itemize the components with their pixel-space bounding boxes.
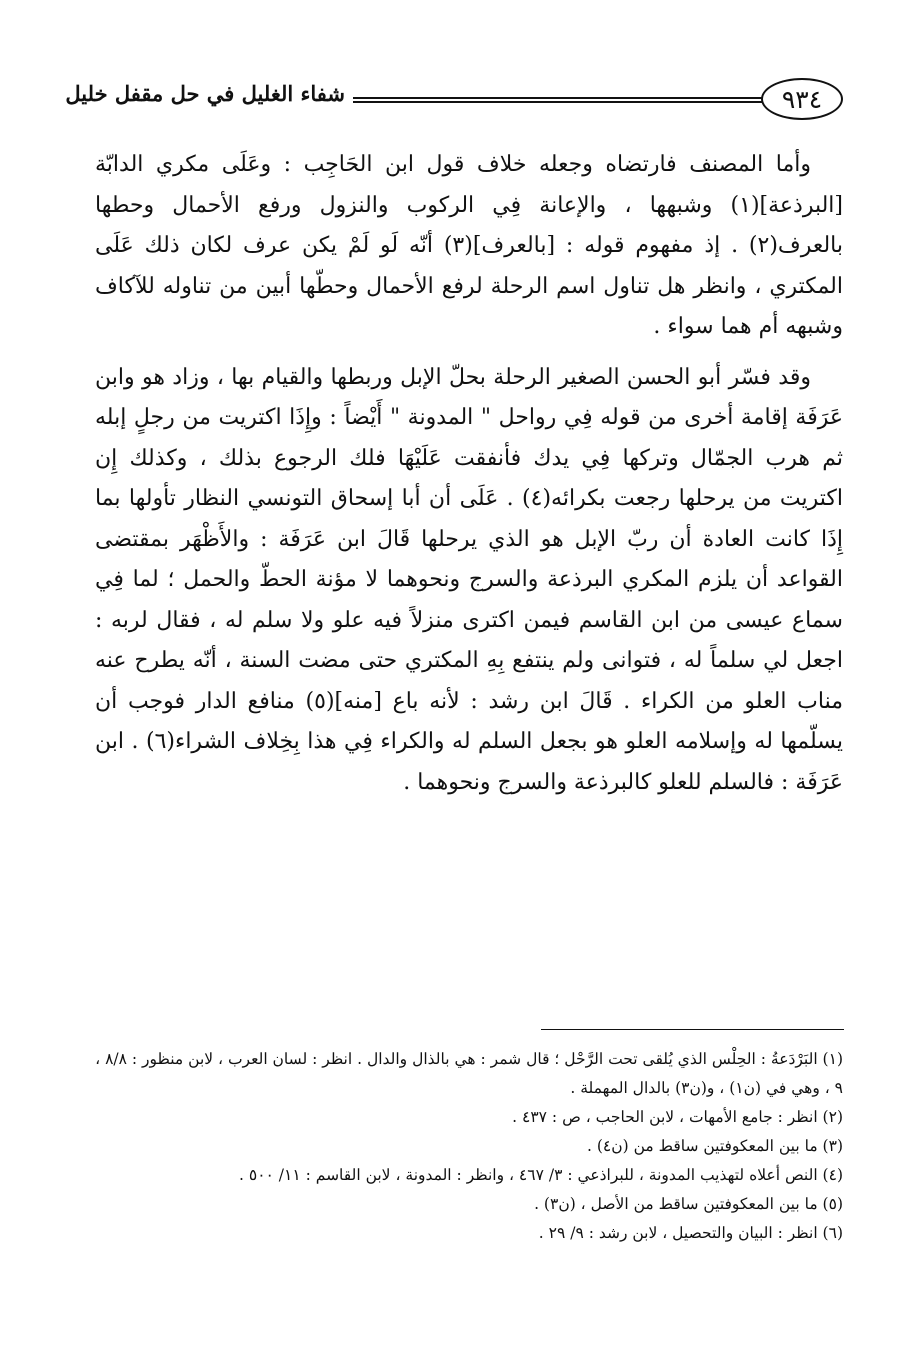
page-number: ٩٣٤	[761, 78, 843, 120]
header-rule	[353, 97, 763, 103]
footnote-rule	[541, 1029, 844, 1030]
footnote-1: (١) البَرْدَعةُ : الحِلْس الذي يُلقى تحت الرَّحْل ؛ قال شمر : هي بالذال والدال . انظر : لسان العرب ، لابن منظور : ٨/٨ ، ٩ ، وهي في (ن١) ، و(ن٣) بالدال المهملة .	[95, 1050, 843, 1097]
paragraph-1: وأما المصنف فارتضاه وجعله خلاف قول ابن الحَاجِب : وعَلَى مكري الدابّة [البرذعة](١) وشبهها ، والإعانة فِي الركوب والنزول ورفع الأحمال وحطها بالعرف(٢) . إذ مفهوم قوله : [بالعرف](٣) أنّه لَو لَمْ يكن عرف لكان ذلك عَلَى المكتري ، وانظر هل تناول اسم الرحلة لرفع الأحمال وحطّها أبين من تناوله للآكاف وشبهه أم هما سواء .	[95, 152, 843, 339]
paragraph-2: وقد فسّر أبو الحسن الصغير الرحلة بحلّ الإبل وربطها والقيام بها ، وزاد هو وابن عَرَفَة إقامة أخرى من قوله فِي رواحل " المدونة " أَيْضاً : وإِذَا اكتريت من رجلٍ إبله ثم هرب الجمّال وتركها فِي يدك فأنفقت عَلَيْهَا فلك الرجوع بذلك ، وكذلك إِن اكتريت من يرحلها رجعت بكرائه(٤) . عَلَى أن أبا إسحاق التونسي النظار تأولها بما إِذَا كانت العادة أن ربّ الإبل هو الذي يرحلها قَالَ ابن عَرَفَة : والأَظْهَر بمقتضى القواعد أن يلزم المكري البرذعة والسرج ونحوهما لا مؤنة الحطّ والحمل ؛ لما فِي سماع عيسى من ابن القاسم فيمن اكترى منزلاً فيه علو ولا سلم له ، فقال لربه : اجعل لي سلماً له ، فتوانى ولم ينتفع بِهِ المكتري حتى مضت السنة ، أنّه يطرح عنه مناب العلو من الكراء . قَالَ ابن رشد : لأنه باع [منه](٥) منافع الدار فوجب أن يسلّمها له وإسلامه العلو هو بجعل السلم له والكراء فِي هذا بِخِلاف الشراء(٦) . ابن عَرَفَة : فالسلم للعلو كالبرذعة والسرج ونحوهما .	[95, 364, 844, 795]
book-title: شفاء الغليل في حل مقفل خليل	[65, 81, 345, 106]
footnotes	[95, 1045, 843, 1248]
footnote-3: (٣) ما بين المعكوفتين ساقط من (ن٤) .	[586, 1137, 843, 1155]
main-text	[95, 145, 843, 803]
page-header	[65, 78, 843, 124]
footnote-5: (٥) ما بين المعكوفتين ساقط من الأصل ، (ن٣) .	[534, 1195, 843, 1213]
footnote-2: (٢) انظر : جامع الأمهات ، لابن الحاجب ، ص : ٤٣٧ .	[512, 1108, 843, 1126]
footnote-6: (٦) انظر : البيان والتحصيل ، لابن رشد : ٩/ ٢٩ .	[538, 1224, 843, 1242]
footnote-4: (٤) النص أعلاه لتهذيب المدونة ، للبراذعي : ٣/ ٤٦٧ ، وانظر : المدونة ، لابن القاسم : ١١/ ٥٠٠ .	[239, 1166, 843, 1184]
